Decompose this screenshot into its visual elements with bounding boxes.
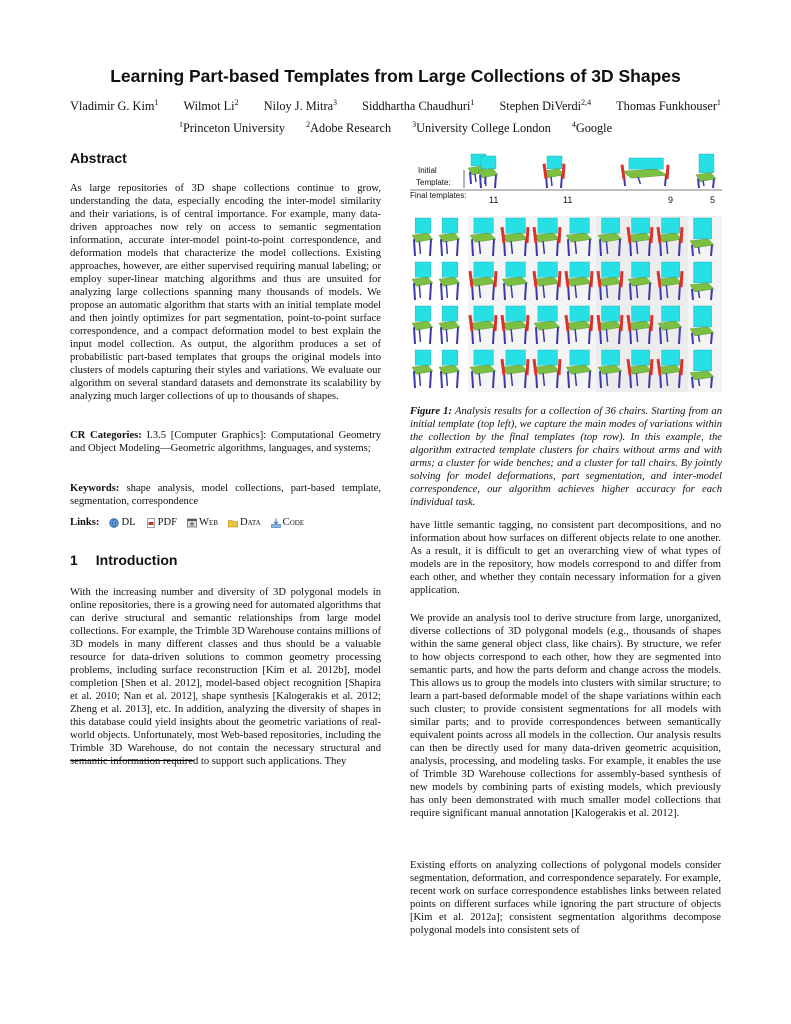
fig-label-template: Template:	[416, 178, 451, 187]
link-data[interactable]: Data	[228, 517, 261, 528]
intro-paragraph-1: With the increasing number and diversity of 3D polygonal models in online repositories, there is a growing need for automated algorithms that can derive structural and semantic relationships from large model collections. For example, the Trimble 3D Warehouse contains millions of 3D models in many different classes and thus should be a valuable resource for data-driven solutions to common geometry processing problems, including surface reconstruction [Kim et al. 2012b], model completion [Shen et al. 2012], model-based object recognition [Shapira et al. 2010; Nan et al. 2012], shape synthesis [Kalogerakis et al. 2012; Zheng et al. 2013], etc. In addition, analyzing the diversity of shapes in this database could yield insights about the geometric variations of real-world objects. Unfortunately, most Web-based repositories, including the Trimble 3D Warehouse, do not contain the necessary structural and semantic information required to support such applications. They	[70, 587, 381, 767]
cr-categories-text: I.3.5 [Computer Graphics]: Computational Geometry and Object Modeling—Geometric algorithms, languages, and systems;	[70, 430, 382, 454]
fig-label-final: Final templates:	[410, 191, 467, 200]
web-icon	[187, 518, 197, 528]
figure-1-caption-label: Figure 1:	[410, 406, 452, 417]
figure-1-graphic	[410, 152, 722, 392]
affiliation: $^1$Princeton University	[178, 120, 286, 135]
keywords-text: shape analysis, model collections, part-based template, segmentation, correspondence	[70, 483, 381, 507]
globe-icon	[109, 518, 119, 528]
footnote-rule	[70, 760, 194, 761]
author: Wilmot Li$^2$	[183, 98, 239, 113]
author: Stephen DiVerdi$^{2,4}$	[499, 98, 592, 113]
link-web[interactable]: Web	[187, 517, 218, 528]
links-row	[70, 517, 310, 528]
intro-paragraph-3: Existing efforts on analyzing collections of polygonal models consider segmentation, deformation, and correspondence separately. For example, recent work on surface correspondence establishes links between related points on different surfaces while ignoring the part structure of objects [Kim et al. 2012a]; consistent segmentation algorithms decompose polygonal models into consistent sets of	[410, 860, 721, 936]
abstract-heading: Abstract	[70, 150, 127, 166]
affiliation-list	[0, 121, 791, 136]
keywords	[70, 482, 381, 508]
cluster-count: 11	[563, 195, 573, 205]
cr-categories-label: CR Categories:	[70, 430, 142, 441]
paper-title: Learning Part-based Templates from Large Collections of 3D Shapes	[110, 66, 681, 86]
affiliation: $^2$Adobe Research	[306, 120, 392, 135]
author: Siddhartha Chaudhuri$^1$	[362, 98, 475, 113]
author: Vladimir G. Kim$^1$	[70, 98, 159, 113]
link-code[interactable]: Code	[271, 517, 304, 528]
abstract-text: As large repositories of 3D shape collections continue to grow, understanding the data, especially encoding the inter-model similarity and their variations, is of central importance. For example, many data-driven approaches now rely on access to semantic segmentation information, accurate inter-model point-to-point correspondence, and deformation models that characterize the model collections. Existing approaches, however, are either supervised requiring manual labeling; or employ super-linear matching algorithms and thus are unsuited for analyzing large collections spanning many thousands of models. We propose an automatic algorithm that starts with an initial template model and then jointly optimizes for part segmentation, point-to-point surface correspondence, and a compact deformation model to best explain the input model collection. As output, the algorithm produces a set of probabilistic part-based templates that groups the original models into clusters of models capturing their styles and variations. We evaluate our algorithm on several standard datasets and demonstrate its scalability by analyzing much larger collections of up to thousands of shapes.	[70, 183, 381, 402]
chair-model	[622, 158, 668, 186]
chair-model	[478, 156, 498, 188]
author-list	[0, 99, 791, 114]
cluster-count: 11	[489, 195, 499, 205]
author: Niloy J. Mitra$^3$	[263, 98, 338, 113]
download-icon	[271, 518, 281, 528]
intro-paragraph-2: We provide an analysis tool to derive structure from large, unorganized, diverse collections of 3D polygonal models (e.g., thousands of shapes within the same general object class, like chairs). By structure, we refer to how objects correspond to each other, how they are segmented into semantic parts, and how the parts deform and change across the models. This allows us to group the models into clusters with similar structure; to learn a part-based deformable model of the shape variations within each such cluster; to provide consistent segmentations for all models with similar parts; and to provide correspondences between semantically equivalent points across all models in the collection. Our analysis results can then be directly used for many data-driven geometric acquisition, analysis, processing, and modeling tasks. For example, it enables the use of Trimble 3D Warehouse collections for assembly-based synthesis of new models by combining parts of existing models, which previously has only been demonstrated with much smaller model collections that require significant manual annotation [Kalogerakis et al. 2012].	[410, 613, 721, 819]
links-label: Links:	[70, 517, 100, 528]
link-dl[interactable]: DL	[109, 517, 135, 528]
affiliation: $^3$University College London	[412, 120, 551, 135]
chair-model	[544, 156, 564, 188]
folder-icon	[228, 518, 238, 528]
fig-label-initial: Initial	[418, 166, 437, 175]
author: Thomas Funkhouser$^1$	[616, 98, 721, 113]
cr-categories	[70, 429, 381, 455]
intro-paragraph-1-cont: have little semantic tagging, no consistent part decompositions, and no information about how surfaces on different objects relate to one another. As a result, it is difficult to get an overarching view of what types of models are in the repository, how models correspond to and differ from each other, and whether they contain necessary information for a given application.	[410, 520, 721, 596]
chair-model	[696, 154, 716, 188]
affiliation: $^4$Google	[571, 120, 613, 135]
figure-1-caption: Figure 1: Analysis results for a collection of 36 chairs. Starting from an initial template (top left), we capture the main modes of variations within the collection by the final templates (top row). In this example, the algorithm extracted template clusters for chairs without arms and with arms; a cluster for wide benches; and a cluster for tall chairs. By jointly solving for model deformations, part segmentation, and inter-model correspondence, our algorithm achieves higher accuracy for each individual task.	[410, 406, 722, 508]
introduction-heading: 1 Introduction	[70, 552, 178, 568]
pdf-icon	[146, 518, 156, 528]
link-pdf[interactable]: PDF	[146, 517, 177, 528]
keywords-label: Keywords:	[70, 483, 120, 494]
figure-1	[410, 152, 722, 392]
cluster-count: 5	[710, 195, 716, 205]
cluster-count: 9	[668, 195, 674, 205]
